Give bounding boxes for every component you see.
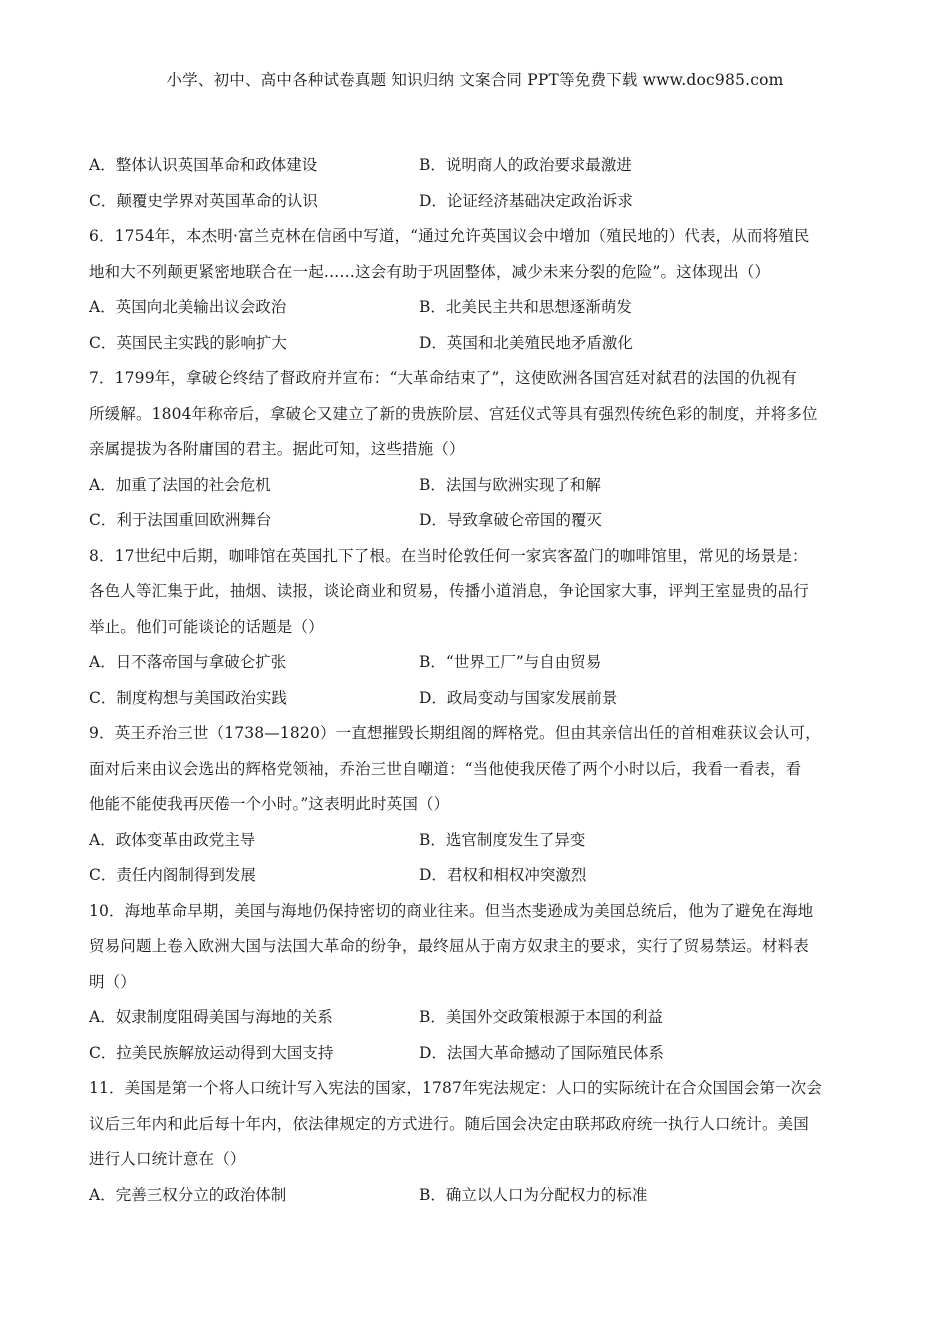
question-8-text: 8．17世纪中后期，咖啡馆在英国扎下了根。在当时伦敦任何一家宾客盈门的咖啡馆里，常见的场景是： xyxy=(89,546,808,565)
option-d: D．君权和相权冲突激烈 xyxy=(419,866,587,884)
option-a: A．加重了法国的社会危机 xyxy=(89,475,271,494)
question-10-text: 明（） xyxy=(89,972,136,991)
question-8-text: 各色人等汇集于此，抽烟、读报，谈论商业和贸易，传播小道消息，争论国家大事，评判王室显贵的品行 xyxy=(89,582,809,600)
question-9-text: 9．英王乔治三世（1738—1820）一直想摧毁长期组阁的辉格党。但由其亲信出任的首相难获议会认可， xyxy=(89,724,821,742)
option-a: A．政体变革由政党主导 xyxy=(89,830,256,849)
option-d: D．法国大革命撼动了国际殖民体系 xyxy=(419,1043,664,1062)
question-9-text: 他能不能使我再厌倦一个小时。”这表明此时英国（） xyxy=(89,795,450,813)
option-a: A．奴隶制度阻碍美国与海地的关系 xyxy=(89,1008,333,1026)
option-a: A．英国向北美输出议会政治 xyxy=(89,298,287,316)
question-6-text: 地和大不列颠更紧密地联合在一起……这会有助于巩固整体，减少未来分裂的危险”。这体现出（） xyxy=(89,262,771,281)
options-row xyxy=(89,681,861,717)
options-row xyxy=(89,184,861,220)
question-7-text: 7．1799年，拿破仑终结了督政府并宣布：“大革命结束了”，这使欧洲各国宫廷对弑君的法国的仇视有 xyxy=(89,369,797,387)
option-a: A．完善三权分立的政治体制 xyxy=(89,1185,287,1204)
options-row xyxy=(89,290,861,326)
option-a: A．日不落帝国与拿破仑扩张 xyxy=(89,653,287,671)
option-d: D．导致拿破仑帝国的覆灭 xyxy=(419,511,602,529)
option-c: C．颠覆史学界对英国革命的认识 xyxy=(89,191,318,210)
option-c: C．制度构想与美国政治实践 xyxy=(89,688,287,707)
options-row xyxy=(89,468,861,504)
question-11-text: 议后三年内和此后每十年内，依法律规定的方式进行。随后国会决定由联邦政府统一执行人口统计。美国 xyxy=(89,1114,809,1133)
options-row xyxy=(89,1036,861,1072)
options-row xyxy=(89,823,861,859)
options-row xyxy=(89,858,861,894)
question-9-text: 面对后来由议会选出的辉格党领袖，乔治三世自嘲道：“当他使我厌倦了两个小时以后，我看一看表，看 xyxy=(89,759,802,778)
option-c: C．拉美民族解放运动得到大国支持 xyxy=(89,1043,334,1062)
option-b: B．说明商人的政治要求最激进 xyxy=(419,156,632,174)
options-row xyxy=(89,1178,861,1214)
option-a: A．整体认识英国革命和政体建设 xyxy=(89,156,318,174)
question-11-text: 11．美国是第一个将人口统计写入宪法的国家，1787年宪法规定：人口的实际统计在合众国国会第一次会 xyxy=(89,1079,823,1097)
option-b: B．选官制度发生了异变 xyxy=(419,830,586,849)
page-header: 小学、初中、高中各种试卷真题 知识归纳 文案合同 PPT等免费下载 www.doc985.com xyxy=(166,71,784,89)
question-11-text: 进行人口统计意在（） xyxy=(89,1150,246,1168)
question-10-text: 10．海地革命早期，美国与海地仍保持密切的商业往来。但当杰斐逊成为美国总统后，他为了避免在海地 xyxy=(89,901,814,920)
question-7-text: 所缓解。1804年称帝后，拿破仑又建立了新的贵族阶层、宫廷仪式等具有强烈传统色彩的制度，并将多位 xyxy=(89,404,818,423)
question-6-text: 6．1754年，本杰明·富兰克林在信函中写道，“通过允许英国议会中增加（殖民地的）代表，从而将殖民 xyxy=(89,227,810,245)
option-b: B．美国外交政策根源于本国的利益 xyxy=(419,1008,663,1026)
option-c: C．利于法国重回欧洲舞台 xyxy=(89,511,272,529)
option-d: D．政局变动与国家发展前景 xyxy=(419,688,618,707)
option-b: B．“世界工厂”与自由贸易 xyxy=(419,653,602,671)
question-content xyxy=(89,148,861,1213)
question-8-text: 举止。他们可能谈论的话题是（） xyxy=(89,617,324,636)
options-row xyxy=(89,1000,861,1036)
option-b: B．确立以人口为分配权力的标准 xyxy=(419,1185,648,1204)
option-d: D．英国和北美殖民地矛盾激化 xyxy=(419,333,633,352)
option-d: D．论证经济基础决定政治诉求 xyxy=(419,191,633,210)
options-row xyxy=(89,326,861,362)
options-row xyxy=(89,645,861,681)
question-10-text: 贸易问题上卷入欧洲大国与法国大革命的纷争，最终屈从于南方奴隶主的要求，实行了贸易禁运。材料表 xyxy=(89,937,809,955)
options-row xyxy=(89,503,861,539)
options-row xyxy=(89,148,861,184)
option-b: B．法国与欧洲实现了和解 xyxy=(419,475,601,494)
option-b: B．北美民主共和思想逐渐萌发 xyxy=(419,298,632,316)
option-c: C．英国民主实践的影响扩大 xyxy=(89,333,287,352)
question-7-text: 亲属提拔为各附庸国的君主。据此可知，这些措施（） xyxy=(89,440,465,458)
option-c: C．责任内阁制得到发展 xyxy=(89,866,256,884)
